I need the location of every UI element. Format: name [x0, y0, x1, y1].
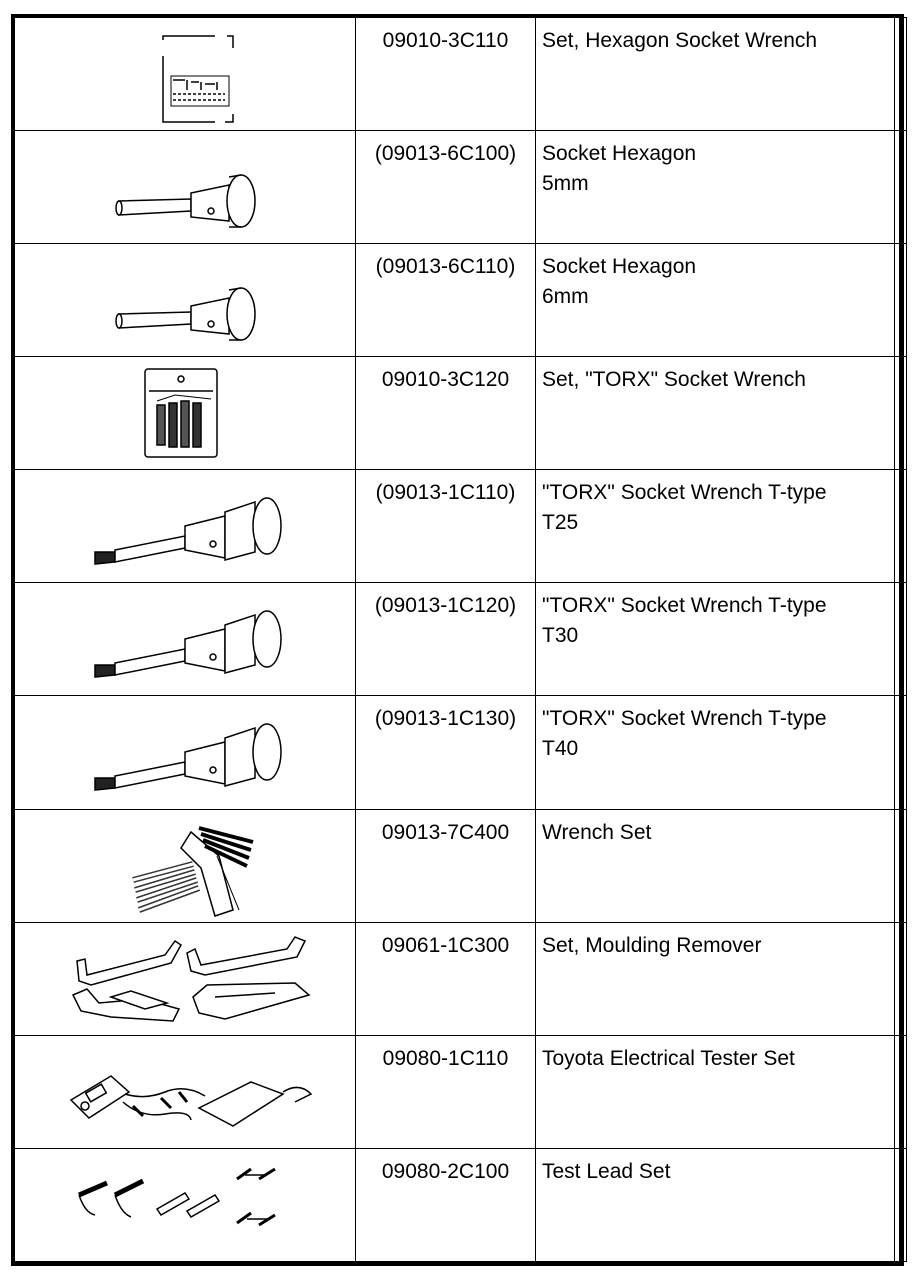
- part-number: (09013-6C110): [356, 244, 536, 357]
- blank-column-cell: [895, 922, 907, 1035]
- tool-name-line: "TORX" Socket Wrench T-type: [542, 707, 827, 731]
- tool-illustration-cell: [15, 470, 356, 583]
- tool-name: [536, 357, 895, 470]
- table-row: [15, 1035, 907, 1148]
- tool-illustration-cell: [15, 131, 356, 244]
- tool-illustration-cell: [15, 809, 356, 922]
- tool-table-frame: [11, 14, 904, 1266]
- tool-name-line: Toyota Electrical Tester Set: [542, 1046, 795, 1070]
- table-row: [15, 131, 907, 244]
- hexagon-socket-icon: [15, 131, 355, 244]
- tool-name: [536, 696, 895, 809]
- tool-size: 6mm: [542, 285, 589, 309]
- blank-column-cell: [895, 583, 907, 696]
- table-row: [15, 1148, 907, 1261]
- tool-name: [536, 922, 895, 1035]
- tool-name-line: "TORX" Socket Wrench T-type: [542, 594, 827, 618]
- tool-name: [536, 470, 895, 583]
- hex-key-wrench-set-icon: [15, 810, 355, 923]
- tool-name-line: Set, Hexagon Socket Wrench: [542, 29, 818, 52]
- blank-column-cell: [895, 1148, 907, 1261]
- tool-illustration-cell: [15, 244, 356, 357]
- table-row: [15, 470, 907, 583]
- tool-illustration-cell: [15, 922, 356, 1035]
- tool-illustration-cell: [15, 583, 356, 696]
- tool-name-line: Set, Moulding Remover: [542, 933, 762, 957]
- tool-size: T30: [542, 624, 579, 648]
- torx-socket-icon: [15, 696, 355, 809]
- blank-column-cell: [895, 696, 907, 809]
- part-number: 09013-7C400: [356, 809, 536, 922]
- blank-column-cell: [895, 357, 907, 470]
- part-number: 09061-1C300: [356, 922, 536, 1035]
- part-number: (09013-1C130): [356, 696, 536, 809]
- blank-column-cell: [895, 809, 907, 922]
- tool-name-line: Set, "TORX" Socket Wrench: [542, 368, 806, 392]
- torx-socket-wrench-set-icon: [15, 357, 355, 470]
- part-number: 09010-3C120: [356, 357, 536, 470]
- blank-column-cell: [895, 131, 907, 244]
- test-lead-set-icon: [15, 1149, 355, 1262]
- tool-name: [536, 1035, 895, 1148]
- hexagon-socket-wrench-set-icon: [15, 18, 355, 131]
- hexagon-socket-icon: [15, 244, 355, 357]
- tool-name-line: Socket Hexagon: [542, 142, 697, 166]
- tool-name-line: "TORX" Socket Wrench T-type: [542, 481, 827, 505]
- tool-illustration-cell: [15, 357, 356, 470]
- tool-size: T40: [542, 737, 579, 761]
- torx-socket-icon: [15, 470, 355, 583]
- tool-name: [536, 809, 895, 922]
- tool-illustration-cell: [15, 696, 356, 809]
- tool-illustration-cell: [15, 18, 356, 131]
- part-number: (09013-1C110): [356, 470, 536, 583]
- blank-column-cell: [895, 1035, 907, 1148]
- tool-name: [536, 583, 895, 696]
- tool-size: T25: [542, 511, 579, 535]
- part-number: 09010-3C110: [356, 18, 536, 131]
- blank-column-cell: [895, 18, 907, 131]
- torx-socket-icon: [15, 583, 355, 696]
- tool-name: [536, 1148, 895, 1261]
- part-number: (09013-1C120): [356, 583, 536, 696]
- blank-column-cell: [895, 244, 907, 357]
- table-row: [15, 696, 907, 809]
- tool-size: 5mm: [542, 172, 589, 196]
- tool-name: [536, 18, 895, 131]
- tool-name-line: Test Lead Set: [542, 1159, 671, 1183]
- table-row: [15, 18, 907, 131]
- table-row: [15, 583, 907, 696]
- moulding-remover-set-icon: [15, 923, 355, 1036]
- part-number: 09080-2C100: [356, 1148, 536, 1261]
- electrical-tester-set-icon: [15, 1036, 355, 1149]
- table-row: [15, 809, 907, 922]
- tool-illustration-cell: [15, 1148, 356, 1261]
- special-service-tools-table: [14, 17, 907, 1262]
- tool-illustration-cell: [15, 1035, 356, 1148]
- table-row: [15, 244, 907, 357]
- table-row: [15, 357, 907, 470]
- tool-name: [536, 131, 895, 244]
- part-number: 09080-1C110: [356, 1035, 536, 1148]
- tool-name-line: Socket Hexagon: [542, 255, 697, 279]
- part-number: (09013-6C100): [356, 131, 536, 244]
- blank-column-cell: [895, 470, 907, 583]
- table-row: [15, 922, 907, 1035]
- tool-name-line: Wrench Set: [542, 820, 652, 844]
- tool-name: [536, 244, 895, 357]
